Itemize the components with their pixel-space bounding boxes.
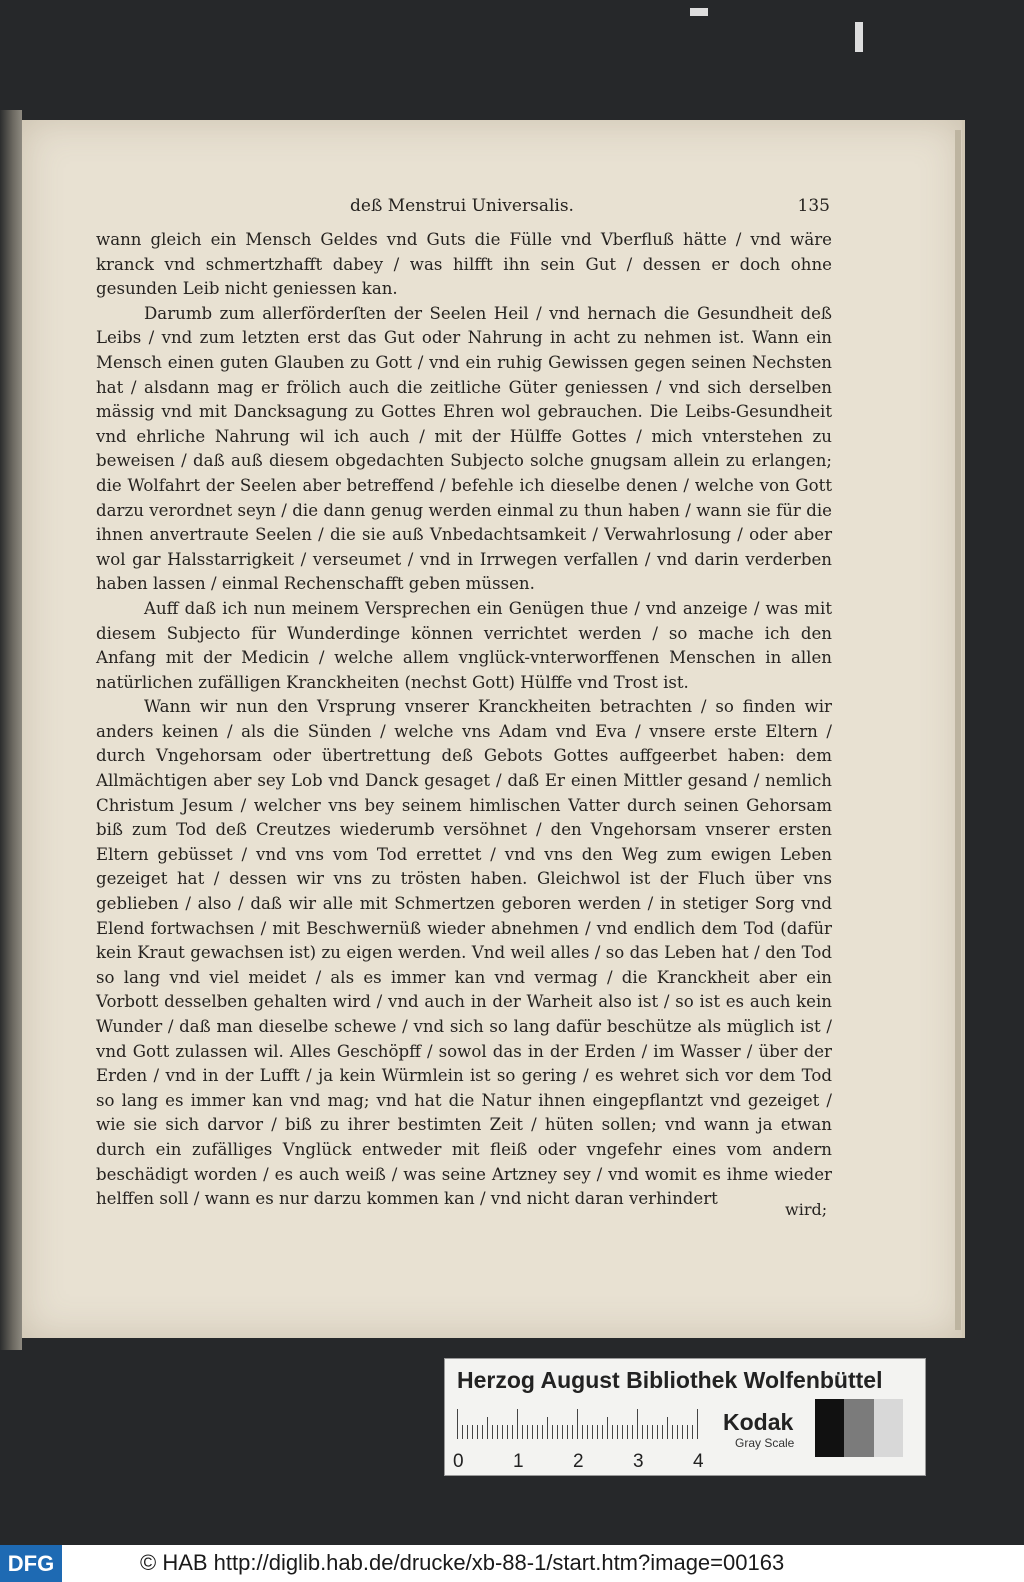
dfg-logo: DFG [0, 1545, 62, 1582]
ruler-tick [557, 1425, 558, 1439]
ruler-tick [577, 1409, 578, 1439]
ruler-tick [552, 1425, 553, 1439]
ruler-tick [692, 1425, 693, 1439]
ruler-tick [522, 1425, 523, 1439]
ruler-tick [532, 1425, 533, 1439]
ruler-tick [642, 1425, 643, 1439]
ruler-tick [647, 1425, 648, 1439]
page-number: 135 [797, 196, 830, 216]
ruler-tick [542, 1425, 543, 1439]
ruler-tick [672, 1425, 673, 1439]
paragraph: Auff daß ich nun meinem Versprechen ein Genügen thue / vnd anzeige / was mit diesem Subjecto für Wunderdinge können verrichtet werden / so mache ich den Anfang mit der Medicin / welche allem vnglück-vnterworffenen Menschen in allen natürlichen zufälligen Kranckheiten (nechst Gott) Hülffe vnd Trost ist. [96, 598, 832, 692]
ruler-tick [627, 1425, 628, 1439]
ruler-tick [462, 1425, 463, 1439]
ruler-tick [677, 1425, 678, 1439]
ruler-tick [602, 1425, 603, 1439]
ruler-tick [482, 1425, 483, 1439]
ruler-tick [617, 1425, 618, 1439]
ruler-tick [587, 1425, 588, 1439]
ruler-tick [457, 1409, 458, 1439]
ruler-tick [527, 1425, 528, 1439]
ruler-tick [667, 1417, 668, 1439]
facing-page-edge [0, 110, 22, 1350]
page-body [96, 228, 832, 1212]
ruler-tick [547, 1417, 548, 1439]
ruler-number: 4 [693, 1451, 704, 1472]
ruler-tick [662, 1425, 663, 1439]
page-edge [955, 130, 961, 1330]
scan-corner-mark [855, 22, 863, 52]
ruler-tick [562, 1425, 563, 1439]
paragraph: Darumb zum allerförderſten der Seelen Heil / vnd hernach die Gesundheit deß Leibs / vnd zum letzten erst das Gut oder Nahrung in acht zu nehmen ist. Wann ein Mensch einen guten Glauben zu Gott / vnd ein ruhig Gewissen gegen seinen Nechsten hat / alsdann mag er frölich auch die zeitliche Güter geniessen / vnd sich derselben mässig vnd mit Dancksagung zu Gottes Ehren wol gebrauchen. Die Leibs-Gesundheit vnd ehrliche Nahrung wil ich auch / mit der Hülffe Gottes / mich vnterstehen zu beweisen / daß auß diesem obgedachten Subjecto solche gnugsam allein zu erlangen; die Wolfahrt der Seelen aber betreffend / befehle ich dieselbe denen / welche von Gott darzu verordnet seyn / die dann genug werden einmal zu thun haben / wann sie für die ihnen anvertraute Seelen / die sie auß Vnbedachtsamkeit / Verwahrlosung / oder aber wol gar Halsstarrigkeit / verseumet / vnd in Irrwegen verfallen / vnd darin verderben haben lassen / einmal Rechenschafft geben müssen. [96, 303, 832, 594]
running-header [350, 196, 830, 216]
paragraph: wann gleich ein Mensch Geldes vnd Guts die Fülle vnd Vberfluß hätte / vnd wäre kranck vnd schmertzhafft dabey / was hilfft ihn sein Gut / dessen er doch ohne gesunden Leib nicht geniessen kan. [96, 230, 832, 299]
ruler-tick [537, 1425, 538, 1439]
ruler-tick [492, 1425, 493, 1439]
ruler-number: 2 [573, 1451, 584, 1472]
ruler-number: 3 [633, 1451, 644, 1472]
ruler-tick [512, 1425, 513, 1439]
ruler-tick [507, 1425, 508, 1439]
ruler-tick [592, 1425, 593, 1439]
ruler-tick [572, 1425, 573, 1439]
ruler-tick [607, 1417, 608, 1439]
catchword: wird; [785, 1200, 828, 1219]
institution-name: Herzog August Bibliothek Wolfenbüttel [457, 1367, 883, 1393]
ruler-tick [682, 1425, 683, 1439]
ruler-tick [622, 1425, 623, 1439]
ruler-tick [502, 1425, 503, 1439]
gray-patch [815, 1399, 844, 1457]
ruler-number: 0 [453, 1451, 464, 1472]
ruler-tick [697, 1409, 698, 1439]
scan-corner-mark [690, 8, 708, 16]
ruler-tick [467, 1425, 468, 1439]
kodak-logo: Kodak [723, 1409, 794, 1435]
ruler-numbers [453, 1451, 723, 1471]
color-scale-card [444, 1358, 926, 1476]
ruler-tick [567, 1425, 568, 1439]
ruler-tick [477, 1425, 478, 1439]
copyright-url[interactable]: © HAB http://diglib.hab.de/drucke/xb-88-1/start.htm?image=00163 [140, 1550, 785, 1575]
ruler-tick [517, 1409, 518, 1439]
gray-patch [844, 1399, 873, 1457]
ruler-tick [632, 1425, 633, 1439]
ruler-tick [472, 1425, 473, 1439]
ruler-tick [687, 1425, 688, 1439]
ruler-number: 1 [513, 1451, 524, 1472]
gray-scale-caption: Gray Scale [735, 1436, 795, 1450]
ruler-tick [497, 1425, 498, 1439]
ruler-tick [637, 1409, 638, 1439]
ruler-tick [657, 1425, 658, 1439]
ruler-tick [612, 1425, 613, 1439]
ruler [457, 1409, 707, 1439]
footer-bar [0, 1545, 1024, 1582]
gray-patch [874, 1399, 903, 1457]
paragraph: Wann wir nun den Vrsprung vnserer Kranckheiten betrachten / so finden wir anders keinen / als die Sünden / welche vns Adam vnd Eva / vnsere erste Eltern / durch Vngehorsam oder übertrettung deß Gebots Gottes auffgeerbet haben: dem Allmächtigen aber sey Lob vnd Danck gesaget / daß Er einen Mittler gesand / nemlich Christum Jesum / welcher vns bey seinem himlischen Vatter durch seinen Gehorsam biß zum Tod deß Creutzes wiederumb versöhnet / den Vngehorsam vnserer ersten Eltern gebüsset / vnd vns vom Tod errettet / vnd vns den Weg zum ewigen Leben gezeiget hat / dessen wir vns zu trösten haben. Gleichwol ist der Fluch über vns geblieben / also / daß wir alle mit Schmertzen geboren werden / in stetiger Sorg vnd Elend fortwachsen / mit Beschwernüß wieder abnehmen / vnd endlich dem Tod (dafür kein Kraut gewachsen ist) zu eigen werden. Vnd weil alles / so das Leben hat / den Tod so lang vnd viel meidet / als es immer kan vnd vermag / die Kranckheit aber ein Vorbott desselben gehalten wird / vnd auch in der Warheit also ist / so ist es auch kein Wunder / daß man dieselbe schewe / vnd sich so lang dafür beschütze als müglich ist / vnd Gott zulassen wil. Alles Geschöpff / sowol das in der Erden / im Wasser / über der Erden / vnd in der Lufft / ja kein Würmlein ist so gering / es wehret sich vor dem Tod so lang es immer kan vnd mag; vnd hat die Natur ihnen eingepflantzt vnd gezeiget / wie sie sich darvor / biß zu ihrer bestimten Zeit / hüten sollen; vnd wann ja etwan durch ein zufälliges Vnglück entweder mit fleiß oder vngefehr eines vom andern beschädigt worden / es auch weiß / was seine Artzney sey / vnd womit es ihme wieder helffen soll / wann es nur darzu kommen kan / vnd nicht daran verhindert [96, 697, 832, 1209]
ruler-tick [652, 1425, 653, 1439]
running-head: deß Menstrui Universalis. [350, 196, 574, 216]
gray-scale-patches [815, 1399, 903, 1457]
ruler-tick [597, 1425, 598, 1439]
ruler-tick [582, 1425, 583, 1439]
ruler-tick [487, 1417, 488, 1439]
